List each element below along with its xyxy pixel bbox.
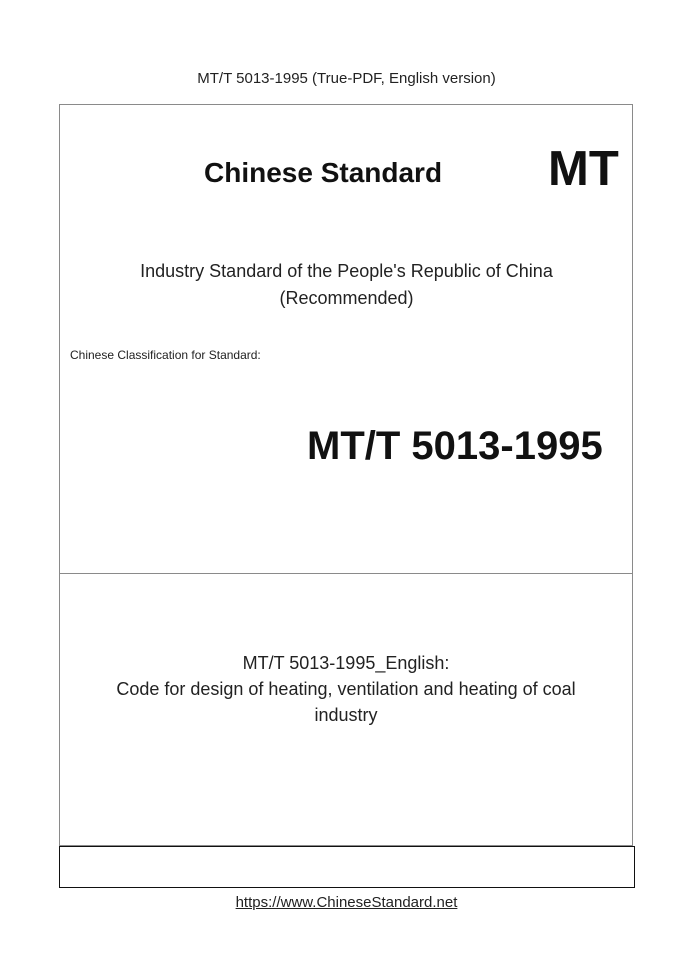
brand-title: Chinese Standard [204,157,443,188]
document-title-line-3: industry [314,705,378,725]
standard-number: MT/T 5013-1995 [307,424,603,468]
footer [0,894,693,911]
industry-statement [0,258,693,312]
document-title-line-1: MT/T 5013-1995_English: [242,653,450,673]
document-title-line-2: Code for design of heating, ventilation and heating of coal [116,679,576,699]
recommended-text: (Recommended) [279,288,414,308]
bottom-frame [59,846,635,888]
page-header: MT/T 5013-1995 (True-PDF, English version) [197,70,496,87]
website-link[interactable]: https://www.ChineseStandard.net [235,894,458,911]
brand-code: MT [548,142,619,196]
industry-line-text: Industry Standard of the People's Republic of China [140,261,553,281]
document-title [59,650,633,728]
classification-label: Chinese Classification for Standard: [70,348,261,362]
